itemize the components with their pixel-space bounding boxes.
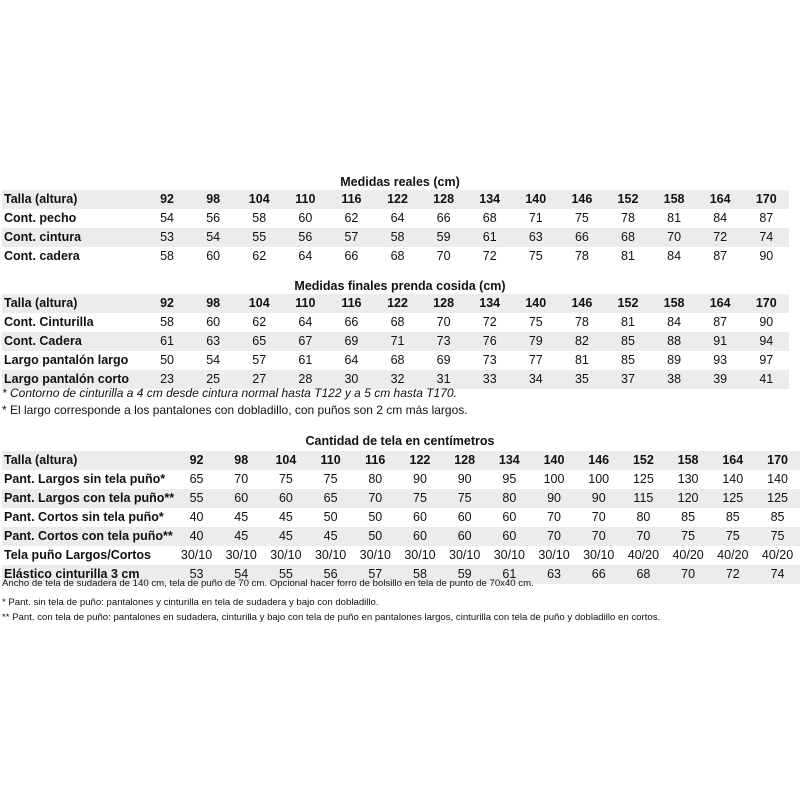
table-cell: 30/10 <box>404 548 436 562</box>
table-row <box>2 527 800 546</box>
table-cell: 93 <box>713 353 728 367</box>
table-row <box>2 489 800 508</box>
table-cell: 98 <box>219 451 264 470</box>
table-cell: 125 <box>632 472 654 486</box>
table-cell: 91 <box>697 332 743 351</box>
table-cell: 58 <box>160 249 174 263</box>
table-cell: 81 <box>621 315 635 329</box>
table-cell: 67 <box>282 332 328 351</box>
table-cell: 80 <box>487 489 532 508</box>
table-cell: 27 <box>236 370 282 389</box>
table-row <box>2 470 800 489</box>
table-cell: 56 <box>206 211 221 225</box>
table-cell: 75 <box>574 211 589 225</box>
table-cell: 61 <box>298 353 313 367</box>
table-cell: 57 <box>353 565 398 584</box>
table-cell: 63 <box>513 228 559 247</box>
table-cell: 60 <box>298 211 313 225</box>
note-largo: * El largo corresponde a los pantalones con dobladillo, con puños son 2 cm más largos. <box>2 403 468 417</box>
table-cell: 54 <box>206 353 221 367</box>
table-cell: 90 <box>759 315 774 329</box>
table-cell: 146 <box>559 190 605 209</box>
table-cell: 110 <box>282 190 328 209</box>
row-label: Cont. Cadera <box>2 332 144 351</box>
table-cell: 70 <box>436 249 451 263</box>
table-cell: 23 <box>144 370 190 389</box>
table-cell: 98 <box>190 294 236 313</box>
table-cell: 71 <box>374 332 420 351</box>
table-cell: 104 <box>264 451 309 470</box>
table-cell: 72 <box>482 249 497 263</box>
table-cell: 146 <box>559 294 605 313</box>
table-cell: 80 <box>368 472 383 486</box>
table-cell: 75 <box>710 527 755 546</box>
table-cell: 75 <box>528 315 543 329</box>
table-cell: 134 <box>487 451 532 470</box>
table-cell: 66 <box>559 228 605 247</box>
table-cell: 70 <box>591 510 606 524</box>
table-cell: 55 <box>236 228 282 247</box>
row-label: Cont. Cinturilla <box>4 315 94 329</box>
table-cell: 75 <box>442 489 487 508</box>
table-cell: 78 <box>574 315 589 329</box>
table-cell: 72 <box>710 565 755 584</box>
table-cell: 60 <box>487 527 532 546</box>
table-cell: 140 <box>513 294 559 313</box>
table-cell: 78 <box>621 211 635 225</box>
table-cell: 45 <box>308 527 353 546</box>
table-cell: 84 <box>667 249 682 263</box>
table-cell: 60 <box>206 315 221 329</box>
table-cell: 116 <box>353 451 398 470</box>
table-cell: 68 <box>390 353 405 367</box>
table-row <box>2 313 789 332</box>
table-cell: 78 <box>574 249 589 263</box>
table-cell: 65 <box>189 472 204 486</box>
table-cell: 74 <box>755 565 800 584</box>
table-cell: 40 <box>174 527 219 546</box>
row-label: Talla (altura) <box>2 294 144 313</box>
note-ancho-tela: Ancho de tela de sudadera de 140 cm, tela de puño de 70 cm. Opcional hacer forro de bolsillo en tela de punto de 70x40 cm. <box>2 578 534 589</box>
table-cell: 61 <box>144 332 190 351</box>
table-medidas-finales <box>2 294 789 389</box>
table-cell: 134 <box>467 294 513 313</box>
table-cell: 115 <box>621 489 666 508</box>
table-cell: 60 <box>457 510 472 524</box>
row-label: Cont. cintura <box>2 228 144 247</box>
table-cell: 40/20 <box>717 548 749 562</box>
table-cell: 84 <box>713 211 728 225</box>
table-cell: 104 <box>236 190 282 209</box>
table-cell: 58 <box>252 211 267 225</box>
table-cell: 40/20 <box>627 548 660 562</box>
table-cell: 64 <box>344 353 359 367</box>
table-cell: 100 <box>588 472 610 486</box>
table-cell: 55 <box>174 489 219 508</box>
table-cell: 64 <box>298 249 313 263</box>
table-cell: 92 <box>144 294 190 313</box>
table-cell: 54 <box>190 228 236 247</box>
table-cell: 68 <box>390 315 405 329</box>
table-cell: 75 <box>666 527 711 546</box>
table-cell: 56 <box>282 228 328 247</box>
table-cell: 58 <box>160 315 174 329</box>
table-cell: 25 <box>190 370 236 389</box>
table-cell: 87 <box>759 211 774 225</box>
table-cell: 69 <box>436 353 451 367</box>
table-cell: 55 <box>264 565 309 584</box>
table-row <box>2 332 789 351</box>
table-cell: 73 <box>421 332 467 351</box>
table-cell: 87 <box>713 249 728 263</box>
table-cell: 170 <box>755 451 800 470</box>
table-cell: 95 <box>502 472 517 486</box>
table-cell: 60 <box>442 527 487 546</box>
table-cell: 63 <box>190 332 236 351</box>
table-cell: 130 <box>677 472 699 486</box>
table-cell: 69 <box>328 332 374 351</box>
table-cell: 70 <box>651 228 697 247</box>
table-cell: 146 <box>576 451 621 470</box>
table-cell: 40 <box>189 510 204 524</box>
table-cell: 60 <box>398 527 443 546</box>
section-title-medidas-reales: Medidas reales (cm) <box>340 175 460 189</box>
table-cell: 116 <box>328 294 374 313</box>
table-cell: 152 <box>605 190 651 209</box>
table-cell: 30/10 <box>359 548 391 562</box>
row-label: Pant. Cortos con tela puño** <box>2 527 174 546</box>
table-cell: 53 <box>144 228 190 247</box>
table-cell: 122 <box>398 451 443 470</box>
table-cell: 68 <box>390 249 405 263</box>
table-cell: 125 <box>755 489 800 508</box>
table-cell: 170 <box>743 294 789 313</box>
table-cell: 128 <box>421 294 467 313</box>
table-cell: 100 <box>543 472 565 486</box>
table-cell: 34 <box>513 370 559 389</box>
table-cell: 71 <box>528 211 543 225</box>
table-cell: 58 <box>374 228 420 247</box>
table-cell: 64 <box>298 315 313 329</box>
table-cell: 81 <box>621 249 635 263</box>
table-cell: 82 <box>559 332 605 351</box>
table-cell: 66 <box>436 211 451 225</box>
table-cell: 75 <box>755 527 800 546</box>
table-cell: 50 <box>353 527 398 546</box>
table-cell: 61 <box>467 228 513 247</box>
table-cell: 35 <box>559 370 605 389</box>
row-label: Tela puño Largos/Cortos <box>4 548 151 562</box>
table-cell: 85 <box>725 510 740 524</box>
table-cell: 30/10 <box>270 548 302 562</box>
table-row <box>2 209 789 228</box>
table-cell: 120 <box>666 489 711 508</box>
table-cell: 30/10 <box>314 548 347 562</box>
note-con-tela-puno: ** Pant. con tela de puño: pantalones en sudadera, cinturilla y bajo con tela de puño en pantalones largos, cinturilla con tela de puño y dobladillo en cortos. <box>2 612 661 623</box>
table-cell: 81 <box>574 353 589 367</box>
table-cell: 37 <box>605 370 651 389</box>
row-label: Elástico cinturilla 3 cm <box>2 565 174 584</box>
table-cell: 77 <box>528 353 543 367</box>
row-label: Pant. Largos con tela puño** <box>2 489 174 508</box>
table-cell: 30/10 <box>583 548 615 562</box>
table-cell: 70 <box>576 527 621 546</box>
table-cantidad-tela <box>2 451 800 584</box>
table-cell: 40/20 <box>761 548 794 562</box>
table-cell: 152 <box>605 294 651 313</box>
row-label: Pant. Cortos sin tela puño* <box>4 510 164 524</box>
table-cell: 164 <box>697 190 743 209</box>
table-cell: 62 <box>252 315 267 329</box>
table-cell: 66 <box>344 315 359 329</box>
table-cell: 30/10 <box>449 548 481 562</box>
row-label: Largo pantalón corto <box>2 370 144 389</box>
table-cell: 57 <box>252 353 267 367</box>
table-cell: 75 <box>278 472 293 486</box>
table-cell: 94 <box>743 332 789 351</box>
table-cell: 70 <box>666 565 711 584</box>
table-cell: 170 <box>743 190 789 209</box>
table-cell: 38 <box>651 370 697 389</box>
table-cell: 54 <box>219 565 264 584</box>
row-label: Cont. cadera <box>4 249 80 263</box>
table-cell: 85 <box>621 353 635 367</box>
table-cell: 87 <box>713 315 728 329</box>
row-label: Talla (altura) <box>2 190 144 209</box>
table-cell: 59 <box>421 228 467 247</box>
table-cell: 30/10 <box>180 548 213 562</box>
table-cell: 28 <box>282 370 328 389</box>
table-cell: 57 <box>328 228 374 247</box>
table-cell: 50 <box>323 510 338 524</box>
table-cell: 90 <box>759 249 774 263</box>
table-cell: 110 <box>308 451 353 470</box>
table-cell: 128 <box>442 451 487 470</box>
table-cell: 140 <box>513 190 559 209</box>
table-cell: 110 <box>282 294 328 313</box>
table-cell: 158 <box>651 294 697 313</box>
table-row <box>2 228 789 247</box>
table-cell: 50 <box>160 353 174 367</box>
table-cell: 122 <box>374 294 420 313</box>
table-cell: 90 <box>413 472 427 486</box>
table-cell: 80 <box>636 510 651 524</box>
table-cell: 70 <box>547 510 561 524</box>
table-cell: 56 <box>308 565 353 584</box>
table-cell: 89 <box>667 353 682 367</box>
table-cell: 76 <box>467 332 513 351</box>
section-title-medidas-finales: Medidas finales prenda cosida (cm) <box>294 279 506 293</box>
table-row <box>2 247 789 266</box>
note-sin-tela-puno: * Pant. sin tela de puño: pantalones y cinturilla en tela de sudadera y bajo con dobladillo. <box>2 597 379 608</box>
table-cell: 53 <box>174 565 219 584</box>
table-cell: 68 <box>482 211 497 225</box>
table-cell: 45 <box>278 510 293 524</box>
table-cell: 125 <box>710 489 755 508</box>
table-cell: 70 <box>621 527 666 546</box>
table-cell: 85 <box>681 510 696 524</box>
table-cell: 30/10 <box>225 548 257 562</box>
table-cell: 164 <box>697 294 743 313</box>
header-row <box>2 451 800 470</box>
table-cell: 90 <box>457 472 472 486</box>
table-cell: 92 <box>174 451 219 470</box>
table-cell: 40/20 <box>672 548 704 562</box>
row-label: Cont. pecho <box>4 211 77 225</box>
table-cell: 116 <box>328 190 374 209</box>
table-cell: 158 <box>666 451 711 470</box>
table-cell: 81 <box>667 211 682 225</box>
table-cell: 50 <box>368 510 383 524</box>
table-cell: 70 <box>234 472 249 486</box>
table-cell: 60 <box>206 249 221 263</box>
table-cell: 134 <box>467 190 513 209</box>
table-cell: 45 <box>234 510 249 524</box>
table-cell: 158 <box>651 190 697 209</box>
table-cell: 97 <box>759 353 774 367</box>
table-cell: 54 <box>160 211 174 225</box>
table-cell: 60 <box>413 510 427 524</box>
table-cell: 60 <box>264 489 309 508</box>
table-cell: 58 <box>398 565 443 584</box>
table-cell: 75 <box>323 472 338 486</box>
table-cell: 152 <box>621 451 666 470</box>
table-cell: 61 <box>487 565 532 584</box>
table-cell: 62 <box>344 211 359 225</box>
row-label: Talla (altura) <box>2 451 174 470</box>
header-row <box>2 190 789 209</box>
table-cell: 64 <box>390 211 405 225</box>
table-cell: 60 <box>502 510 517 524</box>
table-row <box>2 351 789 370</box>
table-cell: 74 <box>743 228 789 247</box>
table-cell: 98 <box>190 190 236 209</box>
table-cell: 30/10 <box>493 548 525 562</box>
table-cell: 75 <box>398 489 443 508</box>
table-cell: 70 <box>532 527 577 546</box>
table-cell: 72 <box>697 228 743 247</box>
table-cell: 68 <box>621 565 666 584</box>
table-cell: 128 <box>421 190 467 209</box>
table-cell: 33 <box>467 370 513 389</box>
table-cell: 70 <box>436 315 451 329</box>
table-cell: 79 <box>513 332 559 351</box>
table-cell: 59 <box>442 565 487 584</box>
table-cell: 73 <box>482 353 497 367</box>
table-cell: 122 <box>374 190 420 209</box>
table-cell: 66 <box>576 565 621 584</box>
table-row <box>2 508 800 527</box>
table-cell: 65 <box>236 332 282 351</box>
table-cell: 140 <box>767 472 788 486</box>
table-cell: 60 <box>219 489 264 508</box>
table-cell: 92 <box>144 190 190 209</box>
table-cell: 70 <box>353 489 398 508</box>
table-cell: 84 <box>667 315 682 329</box>
table-medidas-reales <box>2 190 789 266</box>
table-cell: 90 <box>576 489 621 508</box>
table-cell: 45 <box>264 527 309 546</box>
table-cell: 104 <box>236 294 282 313</box>
table-cell: 65 <box>308 489 353 508</box>
table-row <box>2 546 800 565</box>
table-cell: 39 <box>697 370 743 389</box>
table-cell: 85 <box>770 510 785 524</box>
table-cell: 32 <box>374 370 420 389</box>
table-cell: 62 <box>252 249 267 263</box>
table-cell: 63 <box>532 565 577 584</box>
table-cell: 90 <box>532 489 577 508</box>
row-label: Largo pantalón largo <box>4 353 129 367</box>
table-cell: 85 <box>605 332 651 351</box>
table-cell: 75 <box>528 249 543 263</box>
table-cell: 41 <box>743 370 789 389</box>
table-cell: 88 <box>651 332 697 351</box>
table-cell: 68 <box>605 228 651 247</box>
table-cell: 30 <box>328 370 374 389</box>
table-cell: 45 <box>219 527 264 546</box>
table-cell: 140 <box>722 472 744 486</box>
row-label: Pant. Largos sin tela puño* <box>4 472 166 486</box>
table-cell: 72 <box>482 315 497 329</box>
header-row <box>2 294 789 313</box>
section-title-cantidad-tela: Cantidad de tela en centímetros <box>305 434 495 448</box>
table-cell: 30/10 <box>538 548 570 562</box>
table-cell: 31 <box>421 370 467 389</box>
table-cell: 140 <box>532 451 577 470</box>
table-cell: 164 <box>710 451 755 470</box>
table-cell: 66 <box>344 249 359 263</box>
note-contorno-cinturilla: * Contorno de cinturilla a 4 cm desde cintura normal hasta T122 y a 5 cm hasta T170. <box>2 386 457 400</box>
